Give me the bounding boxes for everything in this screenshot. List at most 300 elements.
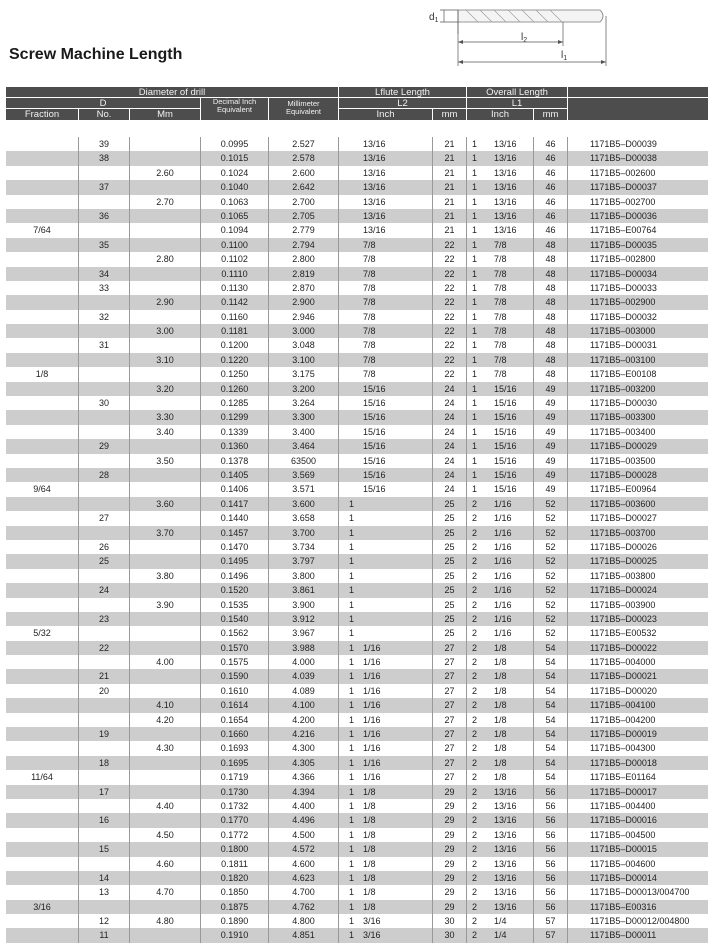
cell-decimal: 0.1142 <box>221 297 248 308</box>
cell-decimal: 0.1770 <box>220 815 249 826</box>
cell-product-code: 1171B5–D00034 <box>590 268 657 279</box>
cell-mm <box>130 756 200 770</box>
column-divider <box>466 137 467 943</box>
cell-overall-frac: 15/16 <box>494 412 517 423</box>
cell-overall-whole: 2 <box>472 800 478 811</box>
cell-flute-whole: 1 <box>349 729 355 740</box>
cell-overall-frac: 13/16 <box>494 786 517 797</box>
cell-mm <box>130 727 200 741</box>
cell-product-code: 1171B5–D00012/004800 <box>590 916 690 927</box>
cell-fraction <box>6 267 78 281</box>
cell-overall-whole: 1 <box>472 210 478 221</box>
cell-product-code: 1171B5–002700 <box>590 196 656 207</box>
cell-overall-mm: 48 <box>545 340 556 351</box>
cell-mm: 4.30 <box>156 743 174 754</box>
cell-overall-mm: 54 <box>545 685 556 696</box>
cell-decimal: 0.1065 <box>220 210 249 221</box>
cell-fraction <box>6 526 78 540</box>
cell-decimal: 0.1575 <box>220 657 249 668</box>
cell-product-code: 1171B5–003900 <box>590 599 656 610</box>
cell-decimal: 0.1654 <box>220 714 249 725</box>
cell-decimal: 0.1875 <box>220 901 249 912</box>
cell-flute-whole: 1 <box>349 599 355 610</box>
cell-overall-frac: 13/16 <box>494 844 517 855</box>
cell-millimeter: 2.900 <box>292 297 315 308</box>
table-row <box>6 151 708 165</box>
table-row <box>6 223 708 237</box>
cell-decimal: 0.1610 <box>220 685 249 696</box>
cell-flute-mm: 21 <box>444 196 455 207</box>
cell-fraction <box>6 382 78 396</box>
cell-fraction <box>6 454 78 468</box>
cell-no <box>79 900 129 914</box>
cell-no: 23 <box>98 613 109 624</box>
cell-no <box>79 497 129 511</box>
cell-flute-whole: 1 <box>349 671 355 682</box>
cell-millimeter: 3.800 <box>292 570 315 581</box>
cell-flute-frac: 13/16 <box>363 167 386 178</box>
table-row <box>6 410 708 424</box>
cell-millimeter: 3.300 <box>292 412 315 423</box>
cell-millimeter: 3.600 <box>292 498 315 509</box>
cell-overall-mm: 52 <box>545 628 556 639</box>
cell-overall-mm: 48 <box>545 297 556 308</box>
cell-flute-mm: 21 <box>444 139 455 149</box>
cell-mm <box>130 813 200 827</box>
cell-millimeter: 4.600 <box>292 858 315 869</box>
cell-overall-whole: 1 <box>472 297 478 308</box>
cell-fraction <box>6 497 78 511</box>
cell-fraction <box>6 425 78 439</box>
cell-flute-mm: 27 <box>444 743 455 754</box>
cell-flute-frac <box>363 612 413 626</box>
cell-flute-whole: 1 <box>349 815 355 826</box>
cell-product-code: 1171B5–D00021 <box>590 671 657 682</box>
cell-overall-whole: 1 <box>472 383 478 394</box>
table-row <box>6 813 708 827</box>
cell-overall-frac: 1/8 <box>494 700 507 711</box>
cell-flute-mm: 29 <box>444 786 455 797</box>
cell-flute-mm: 24 <box>444 441 455 452</box>
cell-decimal: 0.1378 <box>220 455 249 466</box>
header-blank-mid <box>568 98 708 120</box>
cell-flute-whole <box>349 454 363 468</box>
cell-overall-whole: 1 <box>472 484 478 495</box>
cell-flute-mm: 25 <box>444 541 455 552</box>
cell-fraction <box>6 799 78 813</box>
header-decimal-inch: Decimal Inch Equivalent <box>201 98 268 120</box>
cell-decimal: 0.1800 <box>220 844 249 855</box>
cell-overall-frac: 13/16 <box>494 829 517 840</box>
cell-overall-mm: 48 <box>545 311 556 322</box>
cell-product-code: 1171B5–E00532 <box>590 628 657 639</box>
cell-overall-mm: 54 <box>545 743 556 754</box>
l2-label: $l_2$ <box>521 32 528 44</box>
cell-overall-frac: 1/16 <box>494 556 512 567</box>
cell-product-code: 1171B5–D00038 <box>590 153 657 164</box>
cell-flute-whole <box>349 223 363 237</box>
cell-product-code: 1171B5–E00764 <box>590 225 657 236</box>
cell-overall-whole: 2 <box>472 599 478 610</box>
cell-overall-frac: 13/16 <box>494 887 517 898</box>
cell-mm <box>130 540 200 554</box>
cell-product-code: 1171B5–004100 <box>590 700 656 711</box>
cell-mm: 4.50 <box>156 829 174 840</box>
cell-product-code: 1171B5–D00024 <box>590 585 657 596</box>
cell-flute-whole <box>349 482 363 496</box>
cell-flute-whole: 1 <box>349 556 355 567</box>
cell-product-code: 1171B5–D00022 <box>590 642 657 653</box>
cell-flute-mm: 25 <box>444 585 455 596</box>
cell-overall-mm: 48 <box>545 254 556 265</box>
column-divider <box>78 137 79 943</box>
cell-fraction <box>6 885 78 899</box>
cell-millimeter: 2.642 <box>292 182 315 193</box>
cell-millimeter: 3.569 <box>292 469 315 480</box>
cell-overall-whole: 2 <box>472 556 478 567</box>
cell-overall-frac: 15/16 <box>494 398 517 409</box>
table-row <box>6 785 708 799</box>
cell-flute-frac: 1/8 <box>363 858 376 869</box>
cell-no <box>79 223 129 237</box>
cell-decimal: 0.1535 <box>220 599 249 610</box>
cell-mm <box>130 267 200 281</box>
cell-millimeter: 4.700 <box>292 887 315 898</box>
cell-fraction <box>6 741 78 755</box>
cell-flute-mm: 22 <box>444 326 455 337</box>
cell-mm <box>130 396 200 410</box>
cell-overall-whole: 1 <box>472 354 478 365</box>
cell-mm <box>130 626 200 640</box>
cell-flute-whole: 1 <box>349 700 355 711</box>
table-body <box>6 137 708 943</box>
cell-flute-mm: 21 <box>444 182 455 193</box>
cell-fraction <box>6 857 78 871</box>
cell-flute-frac: 1/16 <box>363 757 381 768</box>
cell-decimal: 0.1406 <box>220 484 249 495</box>
cell-fraction: 9/64 <box>33 484 51 495</box>
cell-overall-frac: 7/8 <box>494 268 507 279</box>
table-row <box>6 914 708 928</box>
cell-no: 39 <box>98 139 109 149</box>
cell-decimal: 0.1614 <box>220 700 249 711</box>
cell-millimeter: 4.500 <box>292 829 315 840</box>
header-flute-length: Lflute Length <box>339 87 466 97</box>
cell-no <box>79 252 129 266</box>
cell-millimeter: 3.571 <box>292 484 315 495</box>
cell-product-code: 1171B5–002800 <box>590 254 656 265</box>
cell-overall-frac: 13/16 <box>494 800 517 811</box>
cell-flute-whole: 1 <box>349 858 355 869</box>
cell-millimeter: 4.762 <box>292 901 315 912</box>
cell-no: 15 <box>98 844 109 855</box>
cell-decimal: 0.1850 <box>220 887 249 898</box>
cell-flute-mm: 22 <box>444 297 455 308</box>
cell-overall-whole: 2 <box>472 570 478 581</box>
cell-millimeter: 2.819 <box>292 268 315 279</box>
cell-no <box>79 857 129 871</box>
cell-decimal: 0.1890 <box>220 916 249 927</box>
cell-flute-frac: 1/16 <box>363 729 381 740</box>
cell-product-code: 1171B5–D00020 <box>590 685 657 696</box>
cell-overall-frac: 1/8 <box>494 714 507 725</box>
cell-flute-frac: 15/16 <box>363 469 386 480</box>
cell-mm <box>130 310 200 324</box>
table-row <box>6 698 708 712</box>
cell-fraction <box>6 310 78 324</box>
cell-product-code: 1171B5–E00108 <box>590 369 657 380</box>
cell-fraction <box>6 238 78 252</box>
cell-no <box>79 410 129 424</box>
cell-overall-mm: 52 <box>545 613 556 624</box>
cell-no: 11 <box>99 930 109 941</box>
cell-millimeter: 2.800 <box>292 254 315 265</box>
cell-millimeter: 2.600 <box>292 167 315 178</box>
cell-overall-whole: 2 <box>472 541 478 552</box>
cell-flute-frac: 15/16 <box>363 383 386 394</box>
cell-overall-mm: 56 <box>545 887 556 898</box>
cell-flute-mm: 27 <box>444 772 455 783</box>
cell-overall-whole: 1 <box>472 268 478 279</box>
column-divider <box>200 137 201 943</box>
cell-overall-mm: 54 <box>545 700 556 711</box>
cell-no: 28 <box>98 469 109 480</box>
cell-fraction <box>6 928 78 942</box>
cell-overall-whole: 1 <box>472 426 478 437</box>
cell-overall-mm: 56 <box>545 800 556 811</box>
cell-no: 24 <box>98 585 109 596</box>
table-row <box>6 310 708 324</box>
cell-overall-mm: 52 <box>545 570 556 581</box>
cell-mm: 3.30 <box>156 412 174 423</box>
cell-flute-mm: 22 <box>444 354 455 365</box>
cell-flute-frac <box>363 569 413 583</box>
cell-flute-mm: 29 <box>444 815 455 826</box>
cell-product-code: 1171B5–E01164 <box>590 772 656 783</box>
cell-flute-mm: 22 <box>444 369 455 380</box>
cell-overall-whole: 2 <box>472 815 478 826</box>
cell-millimeter: 4.496 <box>292 815 315 826</box>
cell-overall-whole: 1 <box>472 196 478 207</box>
cell-overall-mm: 46 <box>545 153 556 164</box>
cell-flute-whole <box>349 367 363 381</box>
table-row <box>6 166 708 180</box>
cell-overall-mm: 48 <box>545 282 556 293</box>
cell-flute-whole: 1 <box>349 628 355 639</box>
cell-fraction <box>6 324 78 338</box>
cell-decimal: 0.1732 <box>220 800 249 811</box>
cell-product-code: 1171B5–E00964 <box>590 484 657 495</box>
cell-product-code: 1171B5–003500 <box>590 455 656 466</box>
cell-flute-whole <box>349 281 363 295</box>
table-row <box>6 655 708 669</box>
cell-overall-frac: 1/16 <box>494 498 512 509</box>
table-row <box>6 828 708 842</box>
cell-flute-frac <box>363 497 413 511</box>
cell-flute-frac: 15/16 <box>363 412 386 423</box>
table-row <box>6 741 708 755</box>
cell-fraction <box>6 281 78 295</box>
cell-overall-whole: 2 <box>472 930 478 941</box>
cell-flute-frac: 13/16 <box>363 139 386 149</box>
table-row <box>6 799 708 813</box>
cell-decimal: 0.1910 <box>220 930 249 941</box>
column-divider <box>567 137 568 943</box>
cell-overall-whole: 1 <box>472 412 478 423</box>
cell-fraction <box>6 828 78 842</box>
cell-mm <box>130 180 200 194</box>
cell-millimeter: 4.100 <box>292 700 315 711</box>
cell-flute-mm: 21 <box>444 153 455 164</box>
table-row <box>6 425 708 439</box>
cell-fraction <box>6 439 78 453</box>
cell-no: 37 <box>98 182 109 193</box>
cell-fraction <box>6 727 78 741</box>
cell-overall-frac: 1/16 <box>494 628 512 639</box>
cell-fraction <box>6 698 78 712</box>
cell-no <box>79 295 129 309</box>
cell-overall-frac: 1/16 <box>494 613 512 624</box>
cell-no: 22 <box>98 642 109 653</box>
table-row <box>6 209 708 223</box>
cell-decimal: 0.1181 <box>221 326 248 337</box>
cell-overall-mm: 56 <box>545 872 556 883</box>
cell-no: 19 <box>98 729 109 740</box>
cell-flute-frac <box>363 554 413 568</box>
cell-overall-mm: 52 <box>545 599 556 610</box>
cell-decimal: 0.1299 <box>220 412 249 423</box>
table-row <box>6 526 708 540</box>
cell-fraction <box>6 295 78 309</box>
cell-product-code: 1171B5–003800 <box>590 570 656 581</box>
cell-flute-mm: 30 <box>444 916 455 927</box>
column-divider <box>338 137 339 943</box>
cell-flute-whole <box>349 267 363 281</box>
cell-mm: 3.80 <box>156 570 174 581</box>
cell-flute-mm: 27 <box>444 757 455 768</box>
cell-mm: 4.60 <box>156 858 174 869</box>
cell-flute-frac: 15/16 <box>363 426 386 437</box>
cell-product-code: 1171B5–004000 <box>590 657 656 668</box>
cell-overall-whole: 2 <box>472 916 478 927</box>
cell-decimal: 0.1100 <box>221 239 248 250</box>
table-row <box>6 353 708 367</box>
cell-millimeter: 3.988 <box>292 642 315 653</box>
table-row <box>6 540 708 554</box>
cell-fraction <box>6 166 78 180</box>
cell-flute-frac: 1/16 <box>363 700 381 711</box>
cell-overall-whole: 2 <box>472 786 478 797</box>
cell-no <box>79 425 129 439</box>
cell-fraction <box>6 684 78 698</box>
cell-no: 27 <box>98 513 109 524</box>
cell-mm <box>130 669 200 683</box>
cell-flute-frac: 7/8 <box>363 340 376 351</box>
cell-flute-mm: 24 <box>444 426 455 437</box>
cell-flute-mm: 27 <box>444 700 455 711</box>
cell-flute-frac <box>363 526 413 540</box>
cell-flute-frac: 1/16 <box>363 743 381 754</box>
cell-millimeter: 3.400 <box>292 426 315 437</box>
table-row <box>6 626 708 640</box>
cell-decimal: 0.1094 <box>220 225 249 236</box>
cell-fraction <box>6 914 78 928</box>
cell-decimal: 0.1457 <box>220 527 249 538</box>
header-no: No. <box>79 109 129 120</box>
cell-product-code: 1171B5–D00032 <box>590 311 657 322</box>
cell-overall-whole: 2 <box>472 829 478 840</box>
cell-overall-frac: 13/16 <box>494 901 517 912</box>
cell-flute-frac: 7/8 <box>363 268 376 279</box>
cell-flute-mm: 25 <box>444 570 455 581</box>
cell-overall-frac: 13/16 <box>494 225 517 236</box>
cell-millimeter: 4.851 <box>292 930 315 941</box>
cell-millimeter: 3.048 <box>292 340 315 351</box>
cell-overall-whole: 2 <box>472 685 478 696</box>
cell-flute-frac: 15/16 <box>363 455 386 466</box>
cell-millimeter: 4.800 <box>292 916 315 927</box>
cell-millimeter: 3.700 <box>292 527 315 538</box>
cell-overall-whole: 1 <box>472 139 478 149</box>
cell-fraction <box>6 641 78 655</box>
cell-overall-mm: 56 <box>545 786 556 797</box>
table-row <box>6 871 708 885</box>
cell-millimeter: 3.861 <box>292 585 315 596</box>
cell-overall-mm: 56 <box>545 829 556 840</box>
cell-fraction <box>6 151 78 165</box>
cell-product-code: 1171B5–004400 <box>590 800 656 811</box>
cell-overall-mm: 49 <box>545 383 556 394</box>
cell-no: 34 <box>98 268 109 279</box>
cell-flute-whole: 1 <box>349 714 355 725</box>
cell-overall-mm: 48 <box>545 354 556 365</box>
cell-product-code: 1171B5–003700 <box>590 527 656 538</box>
cell-flute-frac: 1/8 <box>363 800 376 811</box>
cell-product-code: 1171B5–003300 <box>590 412 656 423</box>
cell-no <box>79 526 129 540</box>
cell-no: 18 <box>98 757 109 768</box>
cell-flute-mm: 24 <box>444 484 455 495</box>
cell-mm <box>130 439 200 453</box>
cell-overall-mm: 48 <box>545 369 556 380</box>
cell-product-code: 1171B5–D00015 <box>590 844 657 855</box>
cell-flute-whole <box>349 439 363 453</box>
cell-flute-frac: 1/16 <box>363 657 381 668</box>
cell-flute-mm: 22 <box>444 340 455 351</box>
cell-product-code: 1171B5–D00030 <box>590 398 657 409</box>
cell-overall-frac: 15/16 <box>494 484 517 495</box>
cell-millimeter: 3.912 <box>292 613 315 624</box>
cell-mm <box>130 238 200 252</box>
cell-decimal: 0.1130 <box>221 282 248 293</box>
cell-mm <box>130 367 200 381</box>
cell-flute-whole: 1 <box>349 570 355 581</box>
cell-millimeter: 2.779 <box>292 225 315 236</box>
table-row <box>6 727 708 741</box>
cell-no: 20 <box>98 685 109 696</box>
cell-flute-whole: 1 <box>349 498 355 509</box>
cell-overall-frac: 13/16 <box>494 153 517 164</box>
header-flute-inch: Inch <box>339 109 432 120</box>
cell-flute-whole <box>349 137 363 151</box>
cell-mm: 3.60 <box>156 498 174 509</box>
cell-product-code: 1171B5–D00013/004700 <box>590 887 690 898</box>
table-row <box>6 857 708 871</box>
cell-flute-mm: 24 <box>444 383 455 394</box>
cell-flute-frac: 7/8 <box>363 311 376 322</box>
cell-flute-whole: 1 <box>349 829 355 840</box>
cell-millimeter: 3.464 <box>292 441 315 452</box>
